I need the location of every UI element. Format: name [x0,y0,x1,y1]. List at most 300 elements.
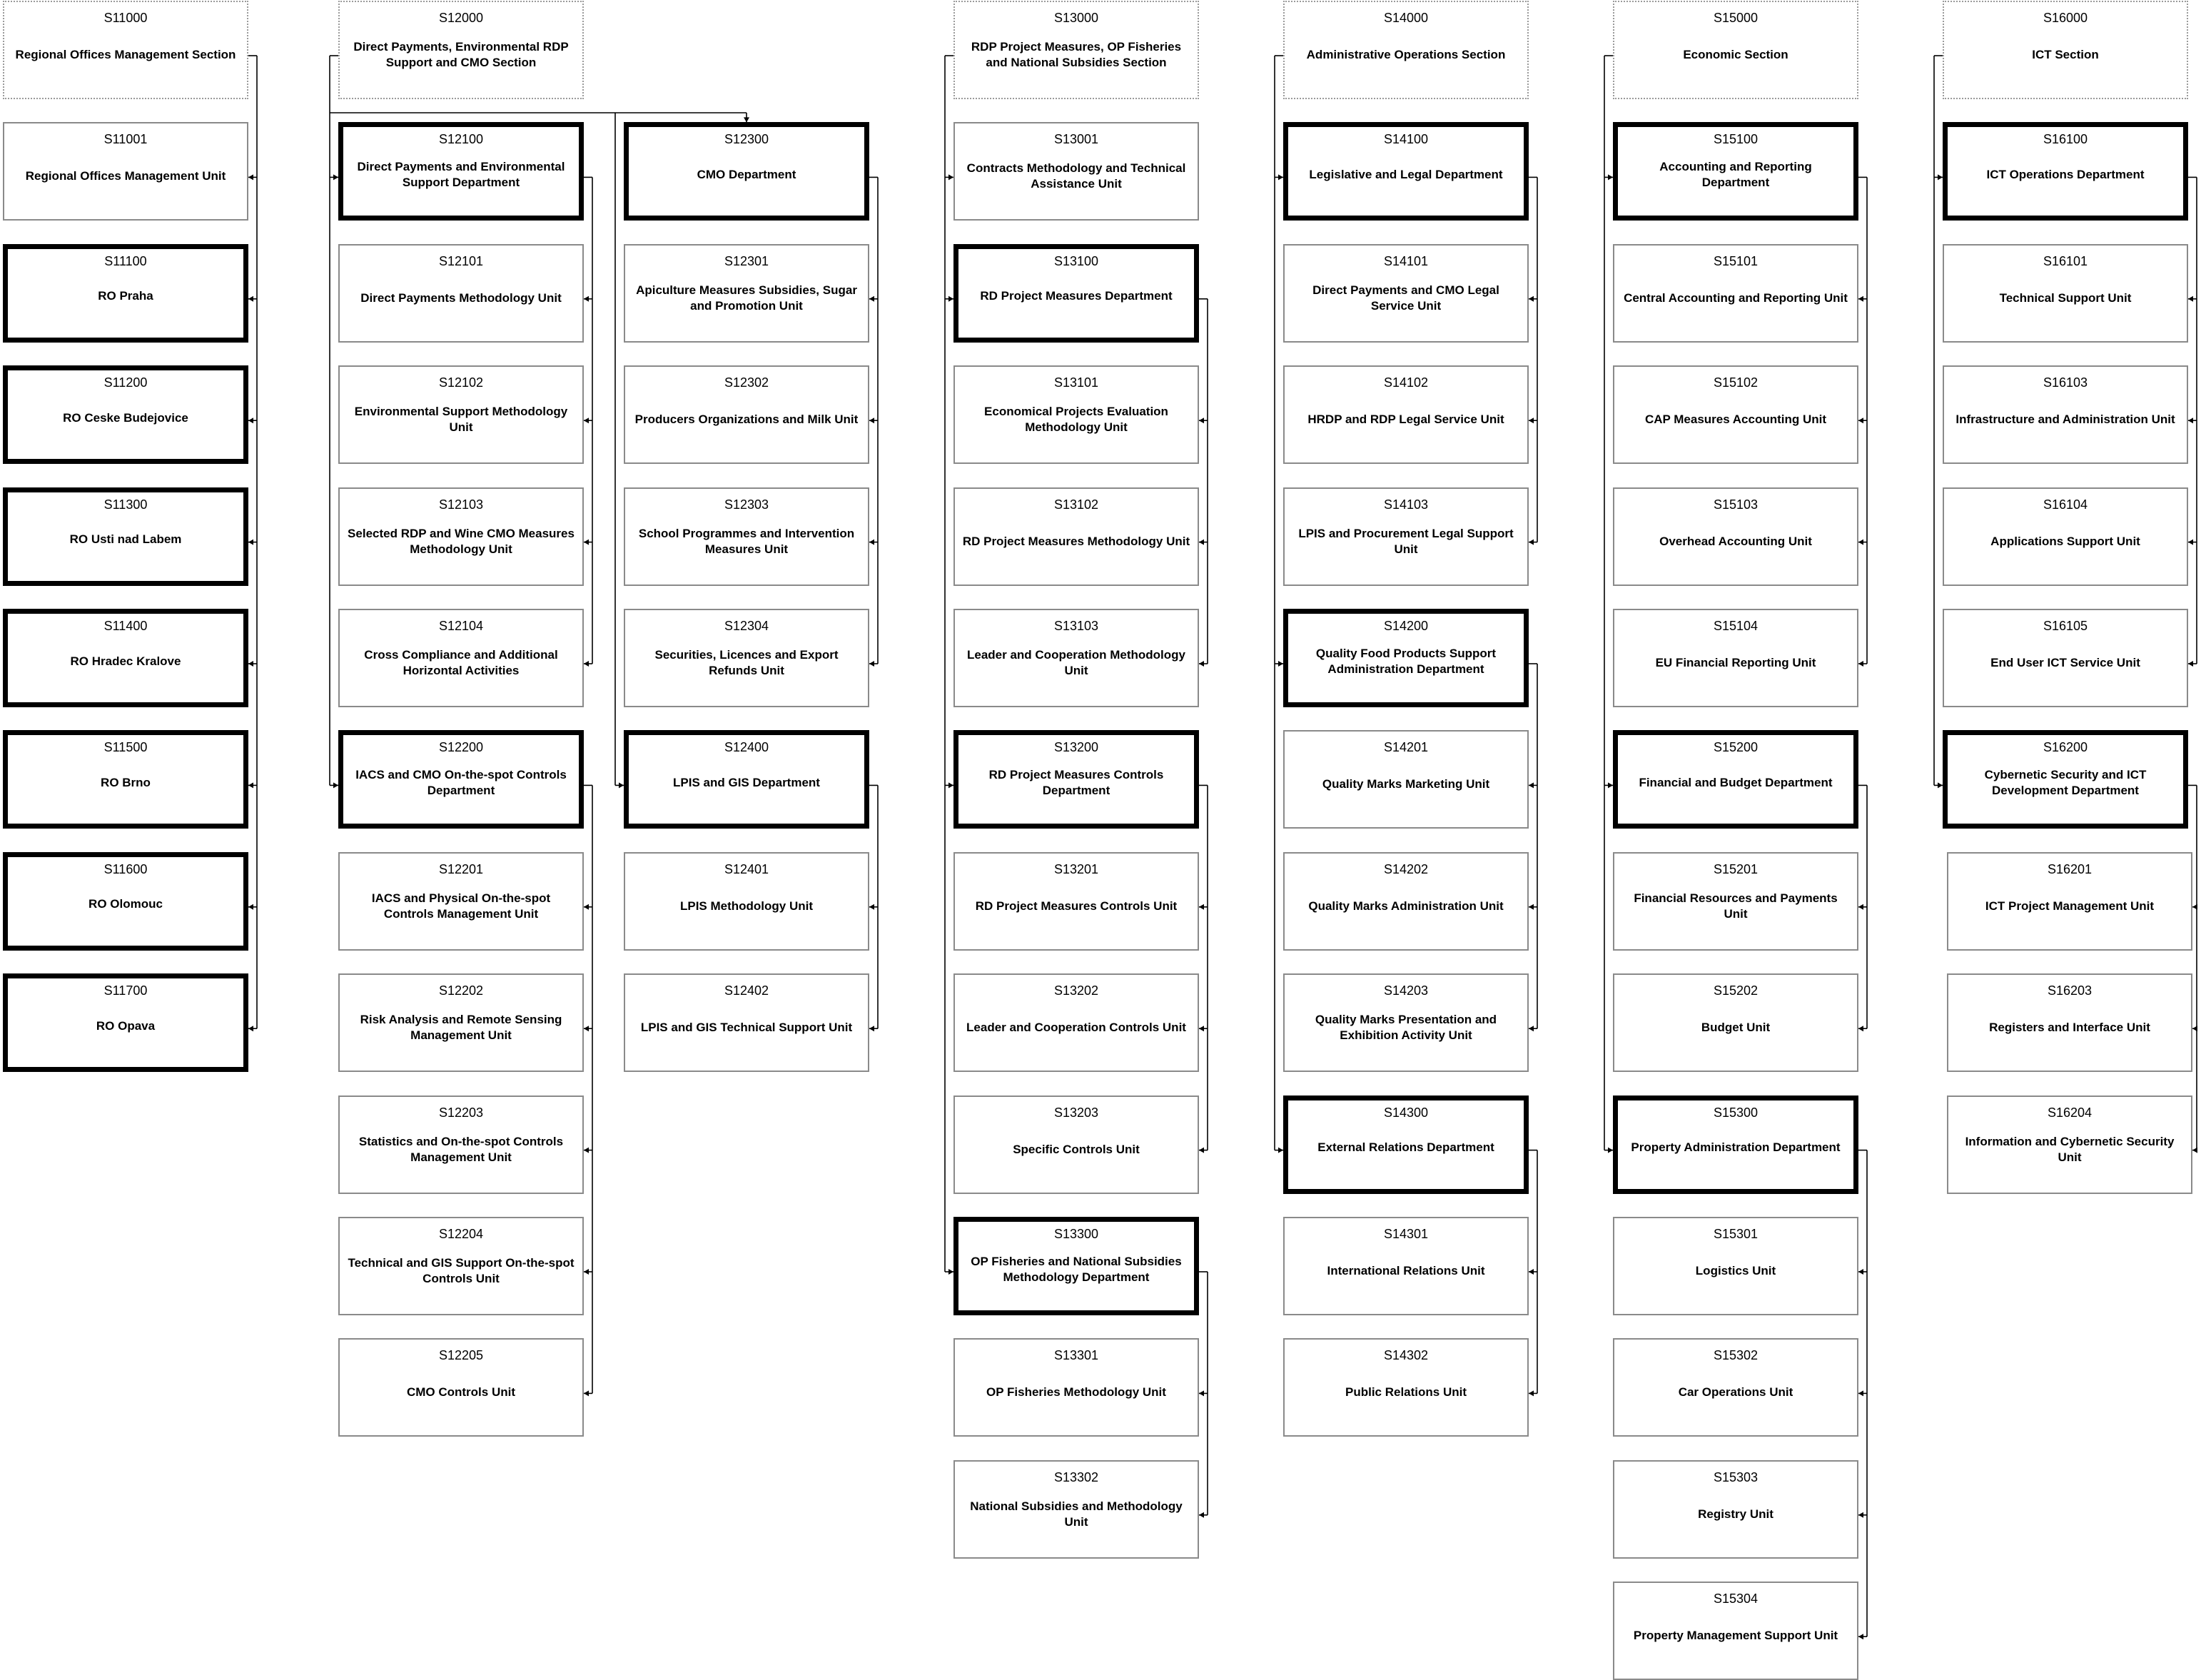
org-box-code: S15201 [1713,861,1759,876]
org-box-code: S11000 [103,11,148,25]
org-box-code: S12202 [438,983,484,998]
org-box-label: Information and Cybernetic Security Unit [1965,1134,2175,1164]
arrowhead [1608,782,1613,788]
org-box-code: S11400 [103,619,148,633]
arrowhead [1529,540,1534,545]
org-box-code: S16204 [2047,1105,2093,1120]
arrowhead [1278,174,1283,180]
org-box-label: Specific Controls Unit [1013,1142,1140,1156]
org-box-s15100 [1613,122,1858,221]
org-box-label: Central Accounting and Reporting Unit [1624,290,1848,305]
org-box-s14301 [1283,1217,1529,1315]
org-box-s15300 [1613,1095,1858,1194]
org-box-code: S11001 [103,132,148,147]
org-box-code: S12104 [438,619,484,633]
org-box-label: CAP Measures Accounting Unit [1644,413,1827,427]
org-box-s12304 [624,609,869,707]
arrowhead [1938,174,1943,180]
org-box-label: RDP Project Measures, OP Fisheries and National Subsidies Section [971,40,1182,69]
org-box-label: Financial Resources and Payments Unit [1634,891,1838,921]
org-box-code: S13000 [1053,11,1099,25]
org-box-s16201 [1947,852,2192,951]
org-box-code: S16105 [2043,619,2088,633]
arrowhead [248,540,253,545]
org-box-s14300 [1283,1095,1529,1194]
org-box-s13101 [953,365,1199,464]
org-box-label: RD Project Measures Controls Department [988,767,1164,797]
org-box-code: S12301 [724,253,769,268]
org-box-s13102 [953,487,1199,586]
org-box-s12204 [338,1217,584,1315]
org-box-s15000 [1613,1,1858,99]
org-box-code: S11700 [103,983,148,998]
arrowhead [584,904,589,910]
org-box-code: S15100 [1713,132,1759,147]
org-box-code: S14201 [1383,740,1429,755]
org-box-code: S11200 [103,375,148,390]
org-box-label: RO Hradec Kralove [70,654,181,668]
org-box-label: Quality Marks Presentation and Exhibition Activity Unit [1315,1013,1497,1043]
org-box-label: Legislative and Legal Department [1309,167,1503,181]
org-box-code: S12302 [724,375,769,390]
arrowhead [248,904,253,910]
org-box-label: LPIS and GIS Technical Support Unit [640,1021,853,1035]
org-box-label: RO Praha [98,289,153,303]
org-box-s15103 [1613,487,1858,586]
org-box-s13300 [953,1217,1199,1315]
org-box-s12104 [338,609,584,707]
org-box-label: Property Administration Department [1631,1140,1841,1155]
org-box-code: S16100 [2043,132,2088,147]
arrowhead [1529,1269,1534,1275]
org-box-label: RO Brno [101,775,151,789]
arrowhead [1529,782,1534,788]
org-box-code: S11500 [103,740,148,755]
arrowhead [1608,174,1613,180]
org-box-s12300 [624,122,869,221]
org-box-label: Direct Payments Methodology Unit [360,290,562,305]
org-box-code: S16201 [2047,861,2093,876]
org-box-s15200 [1613,730,1858,829]
org-box-s16105 [1943,609,2188,707]
arrowhead [2188,296,2193,302]
org-box-s12301 [624,244,869,343]
org-box-code: S13301 [1053,1348,1099,1363]
arrowhead [1938,782,1943,788]
org-box-s11000 [3,1,248,99]
org-box-s16103 [1943,365,2188,464]
org-box-code: S15200 [1713,740,1759,755]
arrowhead [2192,1148,2197,1153]
org-box-label: Technical Support Unit [1999,290,2132,305]
org-box-code: S12204 [438,1227,484,1241]
arrowhead [1199,661,1204,667]
org-box-code: S12401 [724,861,769,876]
org-box-code: S15104 [1713,619,1759,633]
org-box-s13301 [953,1338,1199,1437]
org-box-label: RD Project Measures Department [980,289,1173,303]
org-box-code: S11600 [103,861,148,876]
org-box-label: Public Relations Unit [1345,1385,1467,1400]
org-box-code: S13100 [1053,253,1099,268]
arrowhead [1529,904,1534,910]
arrowhead [1529,1390,1534,1396]
org-box-code: S12400 [724,740,769,755]
arrowhead [948,174,953,180]
org-box-label: EU Financial Reporting Unit [1655,656,1816,669]
org-box-label: Risk Analysis and Remote Sensing Management Unit [360,1013,562,1043]
org-box-code: S15102 [1713,375,1759,390]
arrowhead [1858,1390,1863,1396]
org-box-code: S15304 [1713,1592,1759,1606]
org-box-code: S14103 [1383,497,1429,512]
org-box-s15102 [1613,365,1858,464]
org-box-s13100 [953,244,1199,343]
arrowhead [333,174,338,180]
arrowhead [2192,1026,2197,1031]
org-box-label: Apiculture Measures Subsidies, Sugar and Promotion Unit [636,283,857,313]
org-box-label: Overhead Accounting Unit [1659,534,1812,548]
org-box-label: Contracts Methodology and Technical Assistance Unit [966,161,1186,191]
arrowhead [869,296,874,302]
org-box-s12000 [338,1,584,99]
org-box-code: S12205 [438,1348,484,1363]
org-box-s15302 [1613,1338,1858,1437]
org-box-s14102 [1283,365,1529,464]
org-box-label: Administrative Operations Section [1306,48,1506,61]
arrowhead [1858,1026,1863,1031]
org-box-label: ICT Section [2032,48,2099,61]
org-box-code: S14302 [1383,1348,1429,1363]
org-box-code: S15101 [1713,253,1759,268]
arrowhead [869,661,874,667]
org-box-code: S14200 [1383,619,1429,633]
org-box-label: IACS and Physical On-the-spot Controls Management Unit [371,891,551,921]
org-box-label: RO Olomouc [88,897,163,911]
org-box-label: CMO Department [697,167,796,181]
org-box-code: S15300 [1713,1105,1759,1120]
org-box-s12200 [338,730,584,829]
org-box-code: S14000 [1383,11,1429,25]
org-box-label: Quality Food Products Support Administration Department [1315,646,1497,676]
arrowhead [1199,418,1204,423]
org-box-label: Car Operations Unit [1678,1385,1793,1400]
arrowhead [248,782,253,788]
org-box-code: S12203 [438,1105,484,1120]
org-box-label: Direct Payments, Environmental RDP Support and CMO Section [353,40,569,69]
org-box-code: S15103 [1713,497,1759,512]
org-box-label: Statistics and On-the-spot Controls Management Unit [358,1134,564,1164]
org-box-label: Technical and GIS Support On-the-spot Controls Unit [348,1256,575,1285]
arrowhead [584,1026,589,1031]
org-box-label: Direct Payments and CMO Legal Service Unit [1312,283,1499,313]
arrowhead [744,117,749,122]
org-box-s11500 [3,730,248,829]
org-box-label: OP Fisheries and National Subsidies Methodology Department [971,1254,1182,1284]
org-box-label: Logistics Unit [1695,1264,1776,1277]
org-box-s16100 [1943,122,2188,221]
org-box-label: Property Management Support Unit [1633,1629,1838,1643]
org-box-code: S12200 [438,740,484,755]
org-box-code: S13302 [1053,1469,1099,1484]
arrowhead [1529,418,1534,423]
org-box-s13001 [953,122,1199,221]
arrowhead [948,1269,953,1275]
arrowhead [1858,661,1863,667]
org-box-label: Leader and Cooperation Controls Unit [966,1021,1186,1035]
arrowhead [248,174,253,180]
arrowhead [869,1026,874,1031]
arrowhead [948,296,953,302]
org-box-s14000 [1283,1,1529,99]
org-box-label: Regional Offices Management Section [15,48,236,61]
arrowhead [869,418,874,423]
arrowhead [1529,1026,1534,1031]
org-box-s15104 [1613,609,1858,707]
org-box-label: HRDP and RDP Legal Service Unit [1307,413,1504,427]
org-box-code: S13202 [1053,983,1099,998]
arrowhead [1278,661,1283,667]
org-box-code: S12101 [438,253,484,268]
arrowhead [2188,540,2193,545]
org-box-code: S14101 [1383,253,1429,268]
arrowhead [869,904,874,910]
org-box-label: Direct Payments and Environmental Support Department [357,159,565,189]
arrowhead [1858,418,1863,423]
org-box-label: RD Project Measures Controls Unit [975,899,1178,913]
org-box-s14103 [1283,487,1529,586]
org-box-code: S14300 [1383,1105,1429,1120]
arrowhead [1199,540,1204,545]
org-box-code: S12000 [438,11,484,25]
org-box-s12201 [338,852,584,951]
arrowhead [248,1026,253,1031]
org-box-label: RO Usti nad Labem [69,532,182,547]
org-box-label: Leader and Cooperation Methodology Unit [966,648,1185,677]
org-box-label: ICT Project Management Unit [1985,899,2155,913]
org-box-s13201 [953,852,1199,951]
org-box-code: S14100 [1383,132,1429,147]
org-box-code: S12201 [438,861,484,876]
arrowhead [1199,1148,1204,1153]
org-box-s12302 [624,365,869,464]
org-box-label: Economical Projects Evaluation Methodology Unit [984,405,1168,435]
org-box-code: S12100 [438,132,484,147]
org-box-s11100 [3,244,248,343]
org-box-label: RO Ceske Budejovice [63,410,188,425]
arrowhead [1608,1148,1613,1153]
org-box-s15101 [1613,244,1858,343]
org-box-code: S12300 [724,132,769,147]
org-box-s16203 [1947,973,2192,1072]
org-box-label: Regional Offices Management Unit [25,169,226,183]
arrowhead [1278,1148,1283,1153]
org-box-label: External Relations Department [1317,1140,1494,1155]
org-box-s11001 [3,122,248,221]
org-box-code: S13300 [1053,1227,1099,1241]
arrowhead [333,782,338,788]
org-box-label: LPIS and Procurement Legal Support Unit [1298,526,1514,556]
org-box-code: S13201 [1053,861,1099,876]
org-box-label: Quality Marks Administration Unit [1308,899,1504,913]
org-box-label: Accounting and Reporting Department [1659,159,1812,189]
org-box-label: IACS and CMO On-the-spot Controls Department [355,767,567,797]
arrowhead [619,782,624,788]
org-box-label: Selected RDP and Wine CMO Measures Methodology Unit [348,526,575,556]
org-box-s12101 [338,244,584,343]
org-box-label: CMO Controls Unit [406,1385,516,1400]
arrowhead [248,661,253,667]
org-box-code: S16104 [2043,497,2088,512]
org-box-s12303 [624,487,869,586]
org-box-label: End User ICT Service Unit [1990,656,2140,669]
org-box-label: Budget Unit [1701,1021,1771,1035]
arrowhead [248,296,253,302]
org-box-s15301 [1613,1217,1858,1315]
arrowhead [1858,1634,1863,1639]
org-box-label: Environmental Support Methodology Unit [354,405,568,435]
org-box-code: S14203 [1383,983,1429,998]
org-box-s14200 [1283,609,1529,707]
org-box-s13000 [953,1,1199,99]
org-box-label: Applications Support Unit [1990,534,2140,548]
arrowhead [584,418,589,423]
arrowhead [248,418,253,423]
arrowhead [1858,904,1863,910]
org-box-label: Infrastructure and Administration Unit [1955,413,2175,427]
org-box-s16204 [1947,1095,2192,1194]
arrowhead [2192,904,2197,910]
org-box-s12202 [338,973,584,1072]
arrowhead [584,1390,589,1396]
org-box-s12100 [338,122,584,221]
arrowhead [584,1269,589,1275]
org-box-label: Registers and Interface Unit [1989,1021,2150,1035]
org-box-code: S16200 [2043,740,2088,755]
org-box-s13203 [953,1095,1199,1194]
arrowhead [1199,1512,1204,1518]
org-box-label: International Relations Unit [1327,1264,1485,1277]
org-box-s16101 [1943,244,2188,343]
org-box-code: S14301 [1383,1227,1429,1241]
org-box-s12205 [338,1338,584,1437]
org-box-code: S13102 [1053,497,1099,512]
org-box-code: S13001 [1053,132,1099,147]
org-box-s15201 [1613,852,1858,951]
org-box-s15202 [1613,973,1858,1072]
arrowhead [1858,1269,1863,1275]
arrowhead [584,540,589,545]
org-box-label: Securities, Licences and Export Refunds Unit [654,648,839,677]
arrowhead [584,661,589,667]
org-box-label: Cross Compliance and Additional Horizontal Activities [364,648,558,677]
org-box-s12102 [338,365,584,464]
org-box-s12203 [338,1095,584,1194]
arrowhead [1858,1512,1863,1518]
arrowhead [1529,296,1534,302]
org-box-code: S13101 [1053,375,1099,390]
org-box-label: Cybernetic Security and ICT Development Department [1984,767,2147,797]
org-box-s12401 [624,852,869,951]
org-box-s11200 [3,365,248,464]
org-box-code: S12303 [724,497,769,512]
org-box-s13302 [953,1460,1199,1559]
org-box-code: S13200 [1053,740,1099,755]
org-box-code: S14202 [1383,861,1429,876]
org-box-label: National Subsidies and Methodology Unit [970,1499,1183,1529]
org-box-label: School Programmes and Intervention Measures Unit [638,526,855,556]
org-box-code: S14102 [1383,375,1429,390]
org-box-code: S13203 [1053,1105,1099,1120]
org-box-s12400 [624,730,869,829]
arrowhead [948,782,953,788]
org-box-code: S12304 [724,619,769,633]
org-box-code: S16000 [2043,11,2088,25]
org-box-label: Producers Organizations and Milk Unit [634,413,859,427]
org-box-label: LPIS and GIS Department [673,775,820,789]
org-box-s16000 [1943,1,2188,99]
org-box-s14302 [1283,1338,1529,1437]
org-box-code: S11100 [104,253,147,268]
arrowhead [1199,1390,1204,1396]
org-box-label: OP Fisheries Methodology Unit [986,1385,1166,1400]
org-box-s14202 [1283,852,1529,951]
org-box-label: LPIS Methodology Unit [679,899,814,913]
org-box-s12103 [338,487,584,586]
org-box-s14100 [1283,122,1529,221]
org-box-s11700 [3,973,248,1072]
arrowhead [584,1148,589,1153]
org-box-label: RO Opava [96,1018,156,1033]
org-box-s14203 [1283,973,1529,1072]
org-box-label: Quality Marks Marketing Unit [1322,777,1490,791]
org-box-s12402 [624,973,869,1072]
org-box-s14101 [1283,244,1529,343]
org-box-code: S15302 [1713,1348,1759,1363]
org-box-s11600 [3,852,248,951]
org-box-code: S13103 [1053,619,1099,633]
org-box-label: Financial and Budget Department [1639,775,1833,789]
org-box-s16200 [1943,730,2188,829]
org-box-s13202 [953,973,1199,1072]
org-box-code: S12103 [438,497,484,512]
org-box-code: S16203 [2047,983,2093,998]
arrowhead [1199,1026,1204,1031]
org-box-label: Economic Section [1683,48,1788,61]
org-box-s16104 [1943,487,2188,586]
org-box-s13103 [953,609,1199,707]
arrowhead [2188,418,2193,423]
org-box-code: S12402 [724,983,769,998]
org-box-s14201 [1283,730,1529,829]
org-box-code: S15303 [1713,1469,1759,1484]
org-box-code: S16103 [2043,375,2088,390]
org-box-label: RD Project Measures Methodology Unit [962,534,1190,548]
arrowhead [2188,661,2193,667]
org-box-code: S16101 [2043,253,2088,268]
org-box-label: ICT Operations Department [1986,167,2145,181]
org-box-code: S12102 [438,375,484,390]
arrowhead [1199,904,1204,910]
org-box-s13200 [953,730,1199,829]
org-box-s11400 [3,609,248,707]
org-box-code: S11300 [103,497,148,512]
org-box-s15304 [1613,1582,1858,1680]
arrowhead [869,540,874,545]
org-box-s11300 [3,487,248,586]
org-box-code: S15000 [1713,11,1759,25]
arrowhead [1858,296,1863,302]
